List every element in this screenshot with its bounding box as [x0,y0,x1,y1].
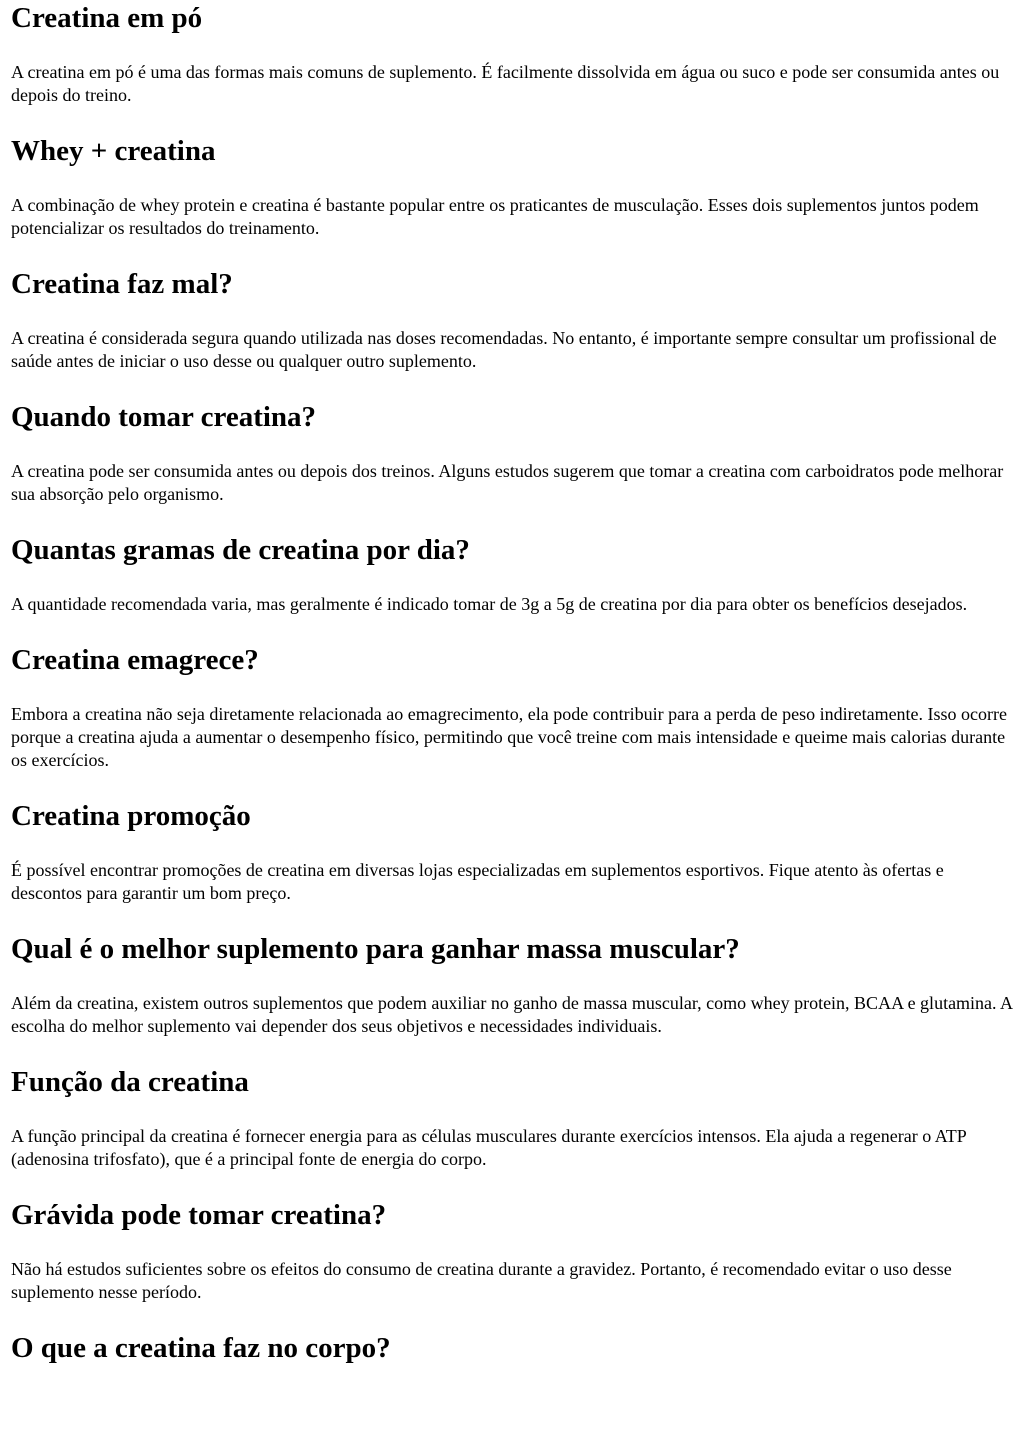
section-heading: Creatina em pó [11,2,203,34]
section-body: Além da creatina, existem outros suplementos que podem auxiliar no ganho de massa muscular, como whey protein, BCAA e glutamina. A escolha do melhor suplemento vai depender dos seus objetivos e necessidades individuais. [11,993,1013,1036]
section-heading: Creatina promoção [11,800,251,832]
section-creatina-faz-mal [11,266,1013,373]
section-body: A quantidade recomendada varia, mas geralmente é indicado tomar de 3g a 5g de creatina por dia para obter os benefícios desejados. [11,594,968,614]
section-creatina-emagrece [11,642,1013,772]
section-body: A creatina é considerada segura quando utilizada nas doses recomendadas. No entanto, é importante sempre consultar um profissional de saúde antes de iniciar o uso desse ou qualquer outro suplemento. [11,328,997,371]
section-creatina-em-po [11,0,1013,107]
section-quando-tomar [11,399,1013,506]
section-heading: Quando tomar creatina? [11,401,317,433]
section-quantas-gramas [11,532,1013,616]
section-body: É possível encontrar promoções de creatina em diversas lojas especializadas em suplementos esportivos. Fique atento às ofertas e descontos para garantir um bom preço. [11,860,944,903]
section-body: A função principal da creatina é fornecer energia para as células musculares durante exercícios intensos. Ela ajuda a regenerar o ATP (adenosina trifosfato), que é a principal fonte de energia do corpo. [11,1126,967,1169]
section-body: A creatina em pó é uma das formas mais comuns de suplemento. É facilmente dissolvida em água ou suco e pode ser consumida antes ou depois do treino. [11,62,1000,105]
section-faz-no-corpo [11,1330,1013,1366]
section-heading: Creatina emagrece? [11,644,259,676]
section-body: A creatina pode ser consumida antes ou depois dos treinos. Alguns estudos sugerem que tomar a creatina com carboidratos pode melhorar sua absorção pelo organismo. [11,461,1004,504]
section-heading: Função da creatina [11,1066,249,1098]
section-creatina-promocao [11,798,1013,905]
section-whey-creatina [11,133,1013,240]
section-gravida [11,1197,1013,1304]
section-heading: O que a creatina faz no corpo? [11,1332,391,1364]
section-body: Embora a creatina não seja diretamente relacionada ao emagrecimento, ela pode contribuir para a perda de peso indiretamente. Isso ocorre porque a creatina ajuda a aumentar o desempenho físico, permitindo que você treine com mais intensidade e queime mais calorias durante os exercícios. [11,704,1008,770]
section-heading: Qual é o melhor suplemento para ganhar massa muscular? [11,933,740,965]
section-heading: Creatina faz mal? [11,268,233,300]
section-body: Não há estudos suficientes sobre os efeitos do consumo de creatina durante a gravidez. Portanto, é recomendado evitar o uso desse suplemento nesse período. [11,1259,952,1302]
section-funcao-creatina [11,1064,1013,1171]
section-heading: Grávida pode tomar creatina? [11,1199,387,1231]
section-body: A combinação de whey protein e creatina é bastante popular entre os praticantes de musculação. Esses dois suplementos juntos podem potencializar os resultados do treinamento. [11,195,979,238]
section-heading: Whey + creatina [11,135,216,167]
section-heading: Quantas gramas de creatina por dia? [11,534,470,566]
section-melhor-suplemento [11,931,1013,1038]
